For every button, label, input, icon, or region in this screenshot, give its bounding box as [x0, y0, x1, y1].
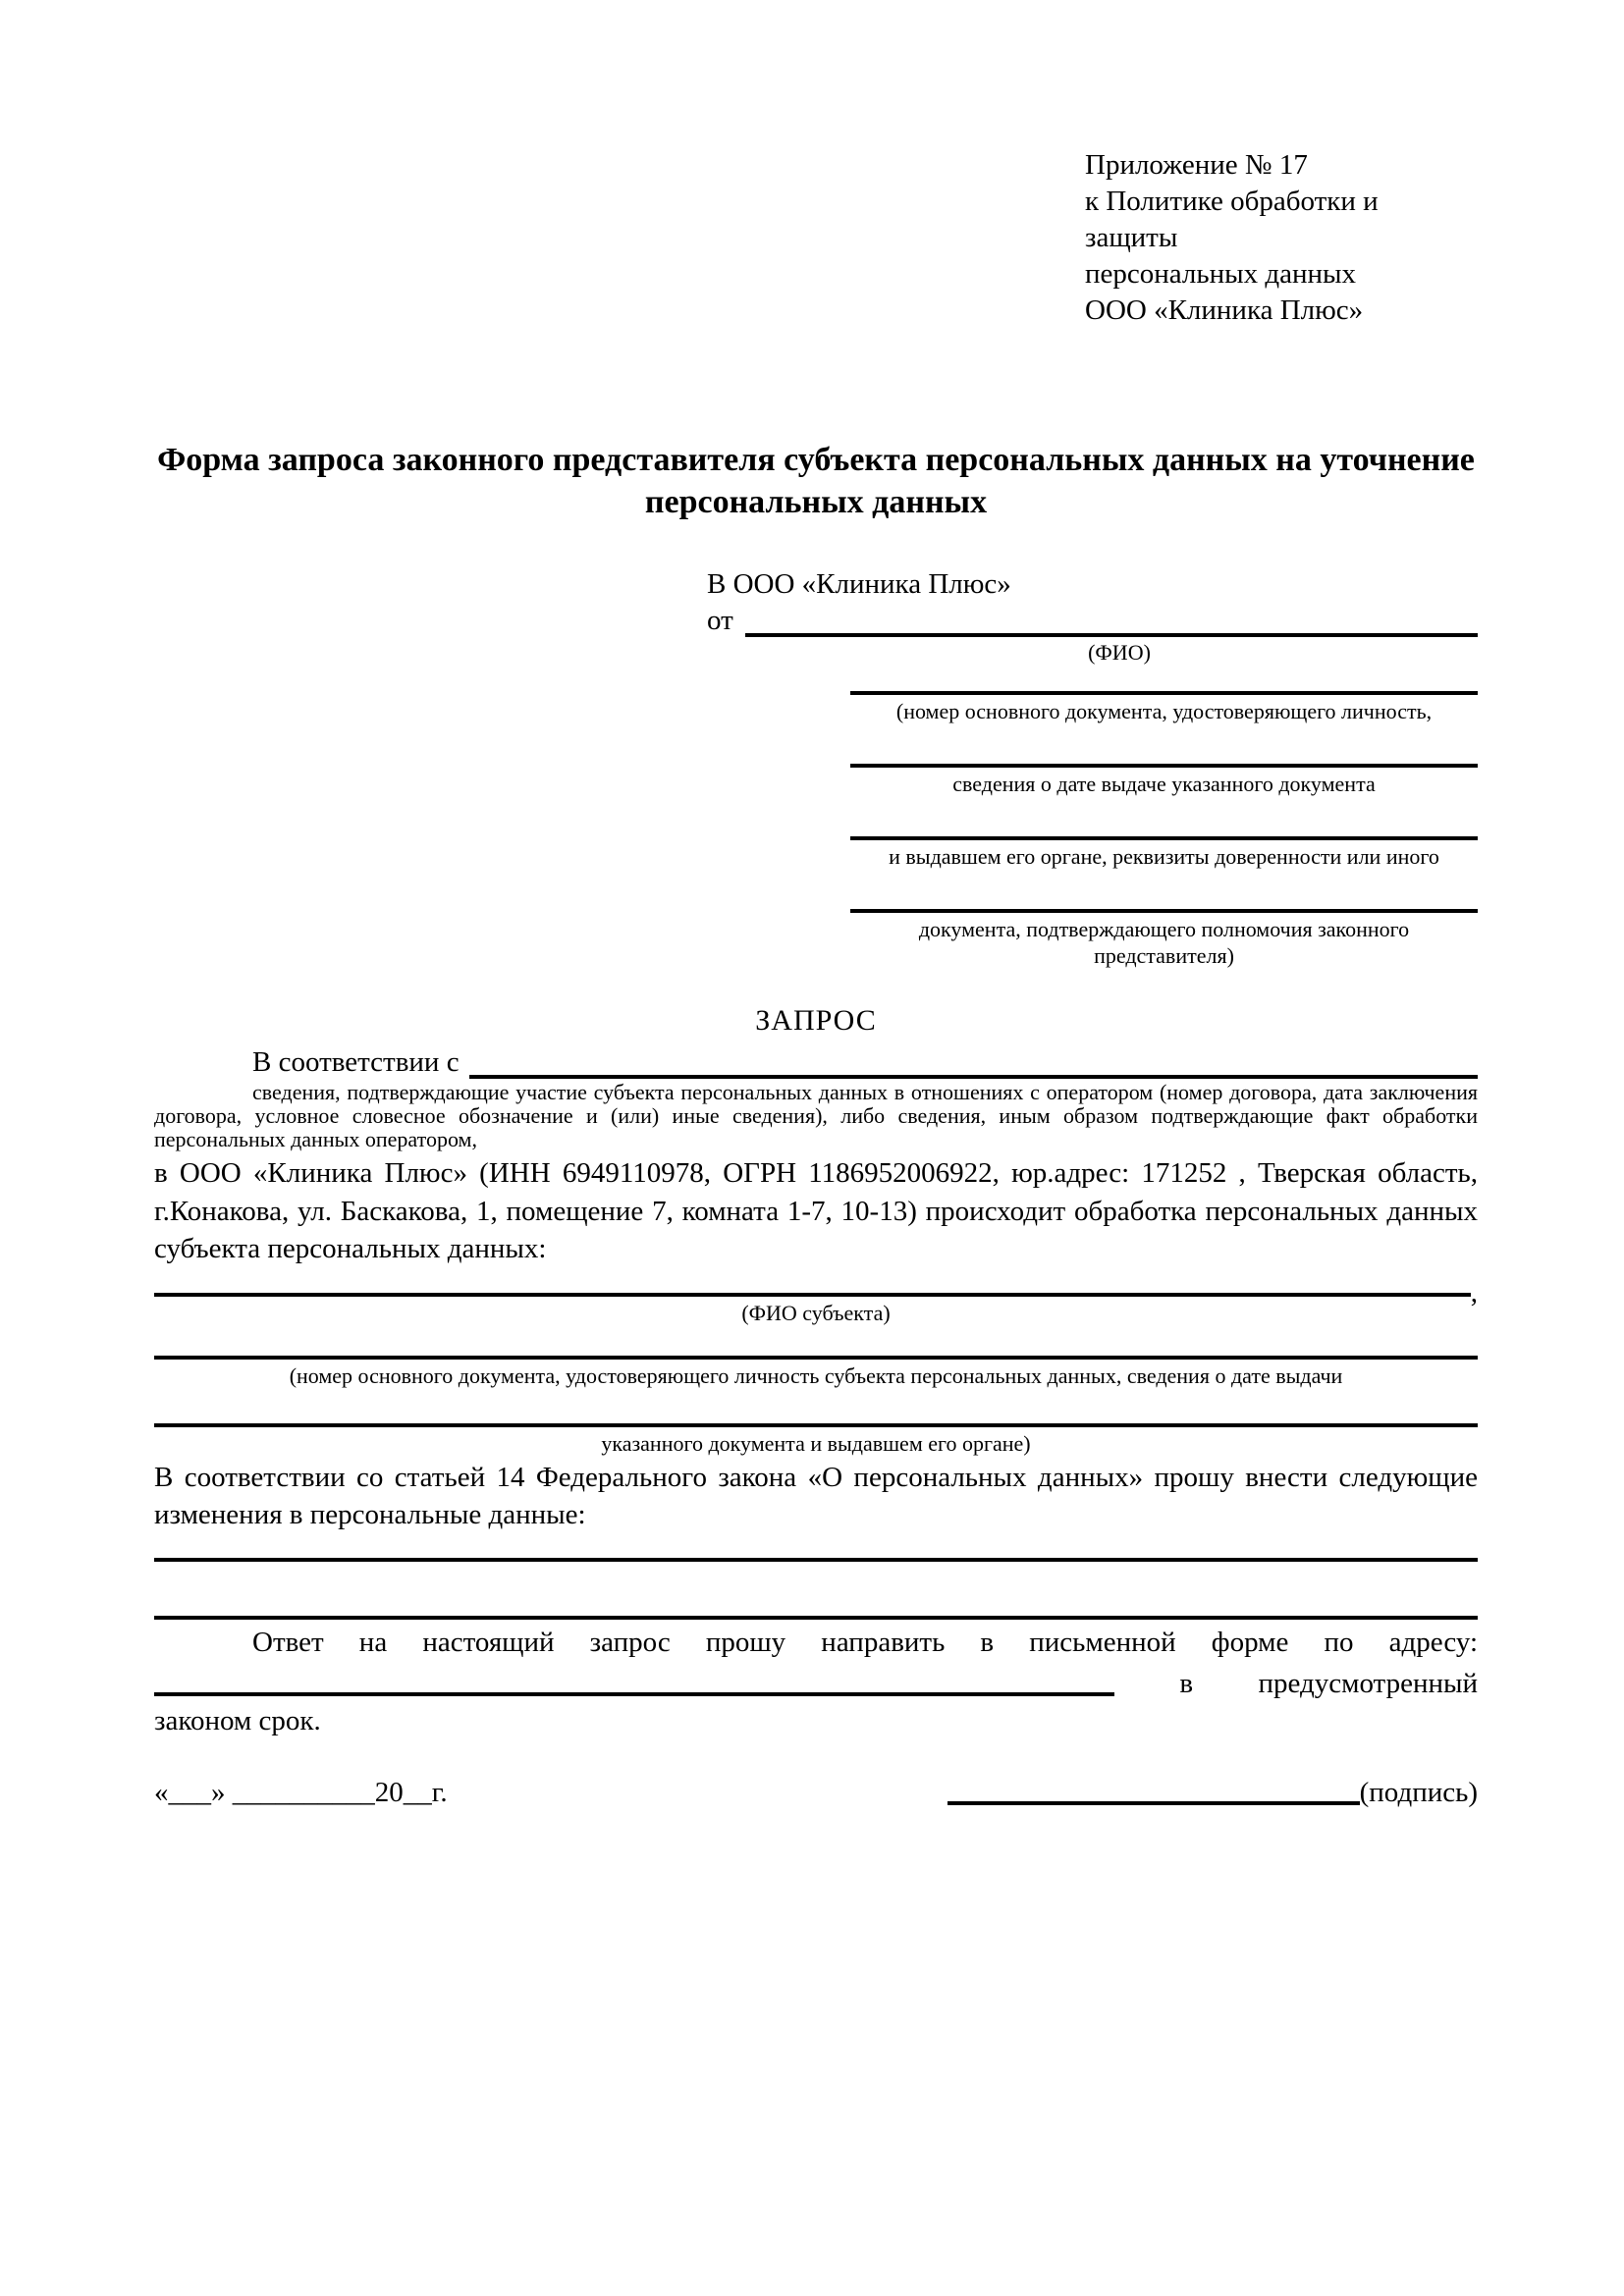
fill-line	[850, 909, 1478, 913]
subject-doc-caption: (номер основного документа, удостоверяющего личность субъекта персональных данных, сведения о дате выдачи	[289, 1362, 1343, 1388]
from-row	[707, 604, 1478, 637]
address-fill-line	[154, 1692, 1114, 1696]
fill-line-caption: документа, подтверждающего полномочия законного представителя)	[918, 917, 1410, 968]
appendix-line: персональных данных	[1085, 258, 1357, 290]
accordance-note: сведения, подтверждающие участие субъекта персональных данных в отношениях с оператором (номер договора, дата заключения договора, условное словесное обозначение и (или) иные сведения), либо сведения, иным образом подтверждающие факт обработки персональных данных оператором,	[154, 1080, 1478, 1151]
accordance-row	[154, 1047, 1478, 1079]
answer-address-row	[154, 1667, 1478, 1700]
fill-line-caption: (номер основного документа, удостоверяющего личность,	[895, 699, 1433, 723]
article-paragraph: В соответствии со статьей 14 Федерального закона «О персональных данных» прошу внести следующие изменения в персональные данные:	[154, 1461, 1478, 1530]
addressee-org: В ООО «Клиника Плюс»	[707, 568, 1011, 600]
subject-fio-row: ,	[154, 1293, 1478, 1297]
accordance-fill-line	[469, 1075, 1478, 1079]
from-fill-line	[745, 633, 1478, 637]
appendix-note	[1085, 147, 1478, 329]
date-field: «___» __________20__г.	[154, 1776, 448, 1808]
accordance-label: В соответствии с	[252, 1046, 460, 1078]
subject-fio-line	[154, 1293, 1471, 1297]
fill-line-caption: и выдавшем его органе, реквизиты доверенности или иного	[889, 844, 1439, 869]
fill-line	[850, 836, 1478, 840]
changes-fill-line	[154, 1558, 1478, 1562]
document-title: Форма запроса законного представителя субъекта персональных данных на уточнение персональных данных	[157, 442, 1475, 520]
answer-paragraph-line: Ответ на настоящий запрос прошу направить в письменной форме по адресу:	[252, 1626, 1478, 1658]
appendix-line: ООО «Клиника Плюс»	[1085, 294, 1364, 326]
fill-line	[850, 691, 1478, 695]
signature-caption: (подпись)	[1359, 1776, 1478, 1808]
appendix-line: Приложение № 17	[1085, 149, 1308, 181]
subject-fio-caption: (ФИО субъекта)	[741, 1300, 891, 1325]
request-heading: ЗАПРОС	[755, 1004, 877, 1037]
answer-word: предусмотренный	[1258, 1667, 1478, 1699]
changes-fill-line	[154, 1616, 1478, 1620]
fio-caption: (ФИО)	[1088, 640, 1151, 665]
fill-line	[850, 764, 1478, 768]
subject-doc-line	[154, 1423, 1478, 1427]
from-label: от	[707, 605, 733, 636]
addressee-block	[707, 566, 1478, 969]
answer-tail: законом срок.	[154, 1704, 321, 1736]
appendix-line: к Политике обработки и защиты	[1085, 186, 1379, 253]
answer-in: в	[1179, 1667, 1194, 1699]
subject-doc-line	[154, 1356, 1478, 1360]
subject-doc-caption: указанного документа и выдавшем его органе)	[601, 1430, 1031, 1456]
fill-line-caption: сведения о дате выдаче указанного документа	[952, 772, 1376, 796]
footer-row	[154, 1775, 1478, 1810]
operator-paragraph: в ООО «Клиника Плюс» (ИНН 6949110978, ОГРН 1186952006922, юр.адрес: 171252 , Тверская область, г.Конакова, ул. Баскакова, 1, помещение 7, комната 1-7, 10-13) происходит обработка персональных данных субъекта персональных данных:	[154, 1157, 1478, 1264]
signature-group	[947, 1775, 1478, 1810]
signature-line	[947, 1801, 1360, 1805]
